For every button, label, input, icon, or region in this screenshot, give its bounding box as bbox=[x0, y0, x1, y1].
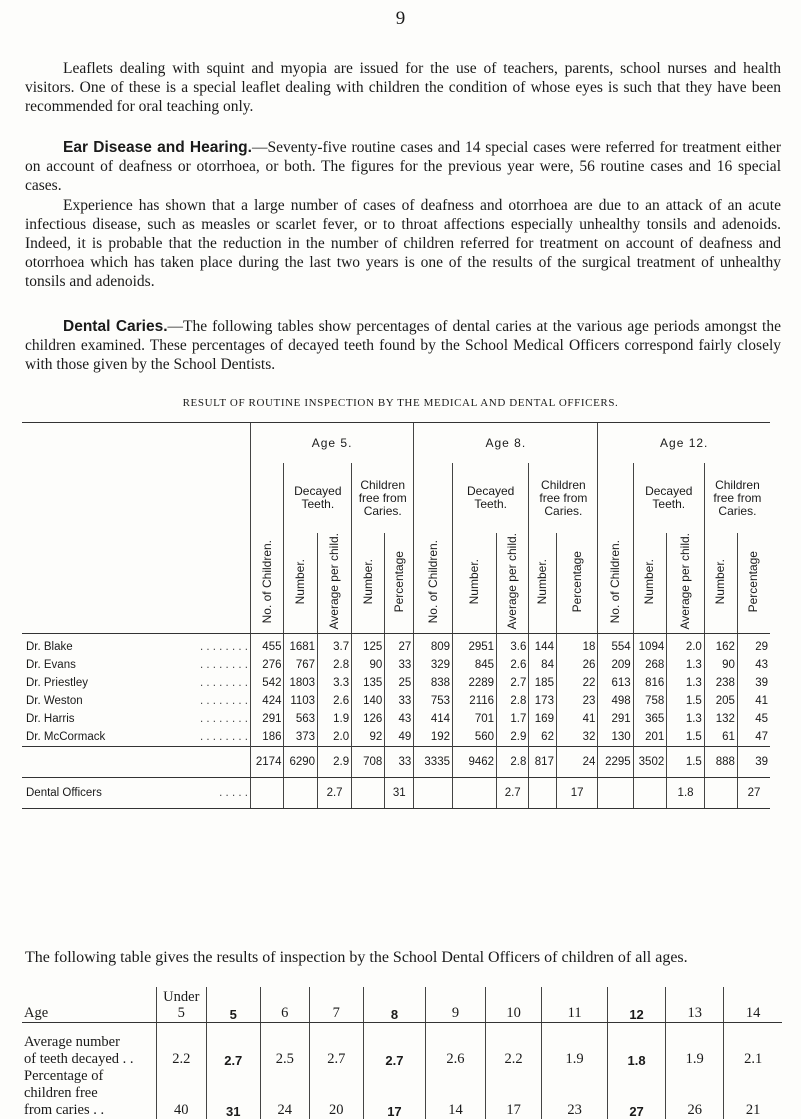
table-row bbox=[22, 633, 770, 656]
dental-officers-label bbox=[22, 777, 250, 808]
heading-dental-caries: Dental Caries. bbox=[63, 318, 168, 335]
col-percentage: Percentage bbox=[746, 550, 761, 612]
dental-caries-text: —The following tables show percentages of dental caries at the various age periods amongst the children examined. These percentages of decayed teeth found by the School Medical Officers correspond fairly closely with those given by the School Dentists. bbox=[25, 318, 781, 373]
value-cell: 613 bbox=[598, 674, 633, 692]
row1-value-cell: 1.9 bbox=[666, 1023, 724, 1069]
age-column-header bbox=[542, 987, 608, 1023]
dental-value-cell bbox=[352, 777, 385, 808]
age5-decayed-teeth: Decayed Teeth. bbox=[284, 463, 352, 533]
row2-value-cell: 23 bbox=[542, 1068, 608, 1119]
value-cell: 2951 bbox=[453, 633, 497, 656]
total-cell: 817 bbox=[529, 746, 557, 777]
value-cell: 1803 bbox=[284, 674, 318, 692]
age-column-header bbox=[607, 987, 665, 1023]
dental-officers-table bbox=[22, 987, 782, 1119]
age8-decayed-teeth: Decayed Teeth. bbox=[453, 463, 529, 533]
value-cell: 39 bbox=[737, 674, 770, 692]
total-cell: 2.9 bbox=[318, 746, 352, 777]
row1-value-cell: 2.2 bbox=[157, 1023, 207, 1069]
value-cell: 560 bbox=[453, 728, 497, 747]
value-cell: 701 bbox=[453, 710, 497, 728]
age12-decayed-teeth: Decayed Teeth. bbox=[633, 463, 704, 533]
row2-value-cell: 40 bbox=[157, 1068, 207, 1119]
age-value: 13 bbox=[687, 1005, 702, 1021]
table1-caption: RESULT OF ROUTINE INSPECTION BY THE MEDICAL AND DENTAL OFFICERS. bbox=[182, 397, 619, 409]
value-cell: 29 bbox=[737, 633, 770, 656]
age-column-header bbox=[309, 987, 363, 1023]
leader-dots: . . . . . . . . bbox=[200, 730, 248, 743]
leader-dots: . . . . . . . . bbox=[200, 712, 248, 725]
row2-value-cell: 20 bbox=[309, 1068, 363, 1119]
row1-value-cell: 2.5 bbox=[260, 1023, 309, 1069]
value-cell: 845 bbox=[453, 656, 497, 674]
age-column-header bbox=[157, 987, 207, 1023]
value-cell: 563 bbox=[284, 710, 318, 728]
age-column-header bbox=[425, 987, 485, 1023]
value-cell: 1.3 bbox=[667, 674, 705, 692]
leader-dots: . . . . . . . . bbox=[200, 658, 248, 671]
age-column-header bbox=[260, 987, 309, 1023]
value-cell: 43 bbox=[737, 656, 770, 674]
value-cell: 205 bbox=[704, 692, 737, 710]
value-cell: 41 bbox=[737, 692, 770, 710]
value-cell: 201 bbox=[633, 728, 667, 747]
value-cell: 126 bbox=[352, 710, 385, 728]
value-cell: 1681 bbox=[284, 633, 318, 656]
age-value: 6 bbox=[281, 1005, 289, 1021]
age-value: 7 bbox=[332, 1005, 340, 1021]
leader-dots: . . . . . . . . bbox=[200, 640, 248, 653]
total-cell: 2.8 bbox=[497, 746, 529, 777]
value-cell: 2289 bbox=[453, 674, 497, 692]
officer-name bbox=[22, 710, 250, 728]
total-cell: 3335 bbox=[414, 746, 453, 777]
row-percentage-free-label bbox=[22, 1068, 157, 1119]
total-cell: 3502 bbox=[633, 746, 667, 777]
total-cell: 2174 bbox=[250, 746, 284, 777]
row1-value-cell: 2.2 bbox=[485, 1023, 541, 1069]
value-cell: 32 bbox=[556, 728, 597, 747]
col-average: Average per child. bbox=[327, 533, 342, 630]
total-cell: 6290 bbox=[284, 746, 318, 777]
age-value: 10 bbox=[506, 1005, 521, 1021]
value-cell: 140 bbox=[352, 692, 385, 710]
value-cell: 2.8 bbox=[497, 692, 529, 710]
value-cell: 2.7 bbox=[497, 674, 529, 692]
dental-value-cell bbox=[453, 777, 497, 808]
value-cell: 767 bbox=[284, 656, 318, 674]
officer-name bbox=[22, 692, 250, 710]
value-cell: 47 bbox=[737, 728, 770, 747]
age-value: 5 bbox=[229, 1007, 237, 1022]
dental-label-text: Dental Officers bbox=[26, 786, 102, 799]
age-value: 12 bbox=[629, 1007, 644, 1022]
officer-name bbox=[22, 728, 250, 747]
row2-value-cell: 27 bbox=[607, 1068, 665, 1119]
dental-value-cell bbox=[250, 777, 284, 808]
dental-value-cell: 2.7 bbox=[497, 777, 529, 808]
dental-value-cell: 17 bbox=[556, 777, 597, 808]
value-cell: 809 bbox=[414, 633, 453, 656]
dental-value-cell bbox=[704, 777, 737, 808]
officer-name bbox=[22, 633, 250, 656]
value-cell: 173 bbox=[529, 692, 557, 710]
row1-value-cell: 2.7 bbox=[363, 1023, 425, 1069]
value-cell: 130 bbox=[598, 728, 633, 747]
total-cell: 708 bbox=[352, 746, 385, 777]
routine-inspection-table bbox=[22, 422, 770, 809]
value-cell: 542 bbox=[250, 674, 284, 692]
value-cell: 2.0 bbox=[667, 633, 705, 656]
row2-value-cell: 26 bbox=[666, 1068, 724, 1119]
value-cell: 22 bbox=[556, 674, 597, 692]
value-cell: 838 bbox=[414, 674, 453, 692]
row1-value-cell: 1.8 bbox=[607, 1023, 665, 1069]
age12-children-free: Children free from Caries. bbox=[704, 463, 770, 533]
dental-value-cell: 2.7 bbox=[318, 777, 352, 808]
value-cell: 33 bbox=[385, 692, 414, 710]
row2-value-cell: 31 bbox=[206, 1068, 260, 1119]
total-cell: 39 bbox=[737, 746, 770, 777]
value-cell: 414 bbox=[414, 710, 453, 728]
totals-label bbox=[22, 746, 250, 777]
value-cell: 186 bbox=[250, 728, 284, 747]
row-average-decayed-label bbox=[22, 1023, 157, 1069]
totals-row bbox=[22, 746, 770, 777]
officer-name-text: Dr. Blake bbox=[26, 640, 73, 653]
value-cell: 3.6 bbox=[497, 633, 529, 656]
age-8-header: Age 8. bbox=[414, 423, 598, 464]
value-cell: 23 bbox=[556, 692, 597, 710]
age-column-header bbox=[485, 987, 541, 1023]
value-cell: 90 bbox=[352, 656, 385, 674]
age-column-header bbox=[206, 987, 260, 1023]
dental-value-cell bbox=[414, 777, 453, 808]
officer-name-text: Dr. Evans bbox=[26, 658, 76, 671]
row2-value-cell: 17 bbox=[363, 1068, 425, 1119]
row2-label-c: from caries . . bbox=[24, 1102, 105, 1118]
value-cell: 1.5 bbox=[667, 728, 705, 747]
value-cell: 18 bbox=[556, 633, 597, 656]
age-5-header: Age 5. bbox=[250, 423, 413, 464]
dental-value-cell: 31 bbox=[385, 777, 414, 808]
value-cell: 3.7 bbox=[318, 633, 352, 656]
row1-value-cell: 2.7 bbox=[206, 1023, 260, 1069]
value-cell: 2.0 bbox=[318, 728, 352, 747]
value-cell: 192 bbox=[414, 728, 453, 747]
table-row bbox=[22, 656, 770, 674]
row2-label-b: children free bbox=[24, 1085, 98, 1101]
officer-name bbox=[22, 674, 250, 692]
age-value: 11 bbox=[567, 1005, 582, 1021]
col-children: No. of Children. bbox=[425, 539, 440, 623]
total-cell: 2295 bbox=[598, 746, 633, 777]
col-children: No. of Children. bbox=[608, 539, 623, 623]
dental-value-cell: 27 bbox=[737, 777, 770, 808]
leader-dots: . . . . . . . . bbox=[200, 676, 248, 689]
value-cell: 268 bbox=[633, 656, 667, 674]
table-row bbox=[22, 692, 770, 710]
value-cell: 365 bbox=[633, 710, 667, 728]
age-column-header bbox=[363, 987, 425, 1023]
value-cell: 1.3 bbox=[667, 656, 705, 674]
paragraph-ear-disease bbox=[25, 138, 781, 195]
age-12-header: Age 12. bbox=[598, 423, 770, 464]
table-row bbox=[22, 710, 770, 728]
row2-value-cell: 17 bbox=[485, 1068, 541, 1119]
dental-value-cell bbox=[284, 777, 318, 808]
age-value: 5 bbox=[177, 1005, 185, 1021]
total-cell: 33 bbox=[385, 746, 414, 777]
col-percentage: Percentage bbox=[569, 550, 584, 612]
value-cell: 816 bbox=[633, 674, 667, 692]
age8-children-free: Children free from Caries. bbox=[529, 463, 598, 533]
col-number: Number. bbox=[713, 558, 728, 604]
table-row bbox=[22, 674, 770, 692]
age5-children-free: Children free from Caries. bbox=[352, 463, 414, 533]
col-average: Average per child. bbox=[505, 533, 520, 630]
row1-label-b: of teeth decayed . . bbox=[24, 1051, 134, 1067]
value-cell: 329 bbox=[414, 656, 453, 674]
value-cell: 27 bbox=[385, 633, 414, 656]
row2-value-cell: 14 bbox=[425, 1068, 485, 1119]
dental-value-cell bbox=[598, 777, 633, 808]
value-cell: 554 bbox=[598, 633, 633, 656]
value-cell: 2.6 bbox=[497, 656, 529, 674]
dental-value-cell: 1.8 bbox=[667, 777, 705, 808]
paragraph-leaflets: Leaflets dealing with squint and myopia are issued for the use of teachers, parents, school nurses and health visitors. One of these is a special leaflet dealing with children the condition of whose eyes is such that they have been recommended for oral teaching only. bbox=[25, 60, 781, 115]
value-cell: 62 bbox=[529, 728, 557, 747]
value-cell: 753 bbox=[414, 692, 453, 710]
col-number: Number. bbox=[360, 558, 375, 604]
value-cell: 26 bbox=[556, 656, 597, 674]
value-cell: 49 bbox=[385, 728, 414, 747]
age-value: 14 bbox=[745, 1005, 761, 1021]
value-cell: 1.9 bbox=[318, 710, 352, 728]
value-cell: 373 bbox=[284, 728, 318, 747]
age-column-header bbox=[724, 987, 782, 1023]
value-cell: 1094 bbox=[633, 633, 667, 656]
paragraph-dental-caries bbox=[25, 317, 781, 374]
officer-name bbox=[22, 656, 250, 674]
officer-name-text: Dr. Weston bbox=[26, 694, 83, 707]
value-cell: 498 bbox=[598, 692, 633, 710]
value-cell: 41 bbox=[556, 710, 597, 728]
col-children: No. of Children. bbox=[259, 539, 274, 623]
value-cell: 3.3 bbox=[318, 674, 352, 692]
value-cell: 43 bbox=[385, 710, 414, 728]
age-column-header bbox=[666, 987, 724, 1023]
value-cell: 2.9 bbox=[497, 728, 529, 747]
col-number: Number. bbox=[642, 558, 657, 604]
row2-value-cell: 24 bbox=[260, 1068, 309, 1119]
heading-ear-disease: Ear Disease and Hearing. bbox=[63, 139, 252, 156]
paragraph-experience: Experience has shown that a large number of cases of deafness and otorrhoea are due to an attack of an acute infectious disease, such as measles or scarlet fever, or to throat affections especially unhealthy tonsils and adenoids. Indeed, it is probable that the reduction in the number of children referred for treatment on account of deafness and otorrhoea which has taken place during the last two years is one of the results of the surgical treatment of unhealthy tonsils and adenoids. bbox=[25, 197, 781, 290]
row1-label-a: Average number bbox=[24, 1034, 120, 1050]
col-number: Number. bbox=[467, 558, 482, 604]
leader-dots: . . . . . . . . bbox=[200, 694, 248, 707]
value-cell: 90 bbox=[704, 656, 737, 674]
col-average: Average per child. bbox=[678, 533, 693, 630]
col-number: Number. bbox=[535, 558, 550, 604]
value-cell: 2.8 bbox=[318, 656, 352, 674]
leader-dots: . . . . . bbox=[219, 786, 248, 799]
value-cell: 1.5 bbox=[667, 692, 705, 710]
row2-label-a: Percentage of bbox=[24, 1068, 104, 1084]
officer-name-text: Dr. Harris bbox=[26, 712, 75, 725]
value-cell: 1.3 bbox=[667, 710, 705, 728]
value-cell: 132 bbox=[704, 710, 737, 728]
value-cell: 45 bbox=[737, 710, 770, 728]
row1-value-cell: 2.1 bbox=[724, 1023, 782, 1069]
row2-value-cell: 21 bbox=[724, 1068, 782, 1119]
value-cell: 144 bbox=[529, 633, 557, 656]
value-cell: 169 bbox=[529, 710, 557, 728]
value-cell: 2.6 bbox=[318, 692, 352, 710]
value-cell: 291 bbox=[598, 710, 633, 728]
value-cell: 125 bbox=[352, 633, 385, 656]
value-cell: 276 bbox=[250, 656, 284, 674]
total-cell: 24 bbox=[556, 746, 597, 777]
dental-value-cell bbox=[529, 777, 557, 808]
age-value: 9 bbox=[451, 1005, 460, 1021]
officer-name-text: Dr. McCormack bbox=[26, 730, 106, 743]
table-row bbox=[22, 728, 770, 747]
under-label: Under bbox=[163, 989, 200, 1005]
value-cell: 25 bbox=[385, 674, 414, 692]
value-cell: 61 bbox=[704, 728, 737, 747]
value-cell: 455 bbox=[250, 633, 284, 656]
dental-officers-row bbox=[22, 777, 770, 808]
value-cell: 2116 bbox=[453, 692, 497, 710]
value-cell: 33 bbox=[385, 656, 414, 674]
value-cell: 92 bbox=[352, 728, 385, 747]
col-number: Number. bbox=[293, 558, 308, 604]
row1-value-cell: 2.6 bbox=[425, 1023, 485, 1069]
value-cell: 162 bbox=[704, 633, 737, 656]
ear-disease-text: —Seventy-five routine cases and 14 special cases were referred for treatment either on account of deafness or otorrhoea, or both. The figures for the previous year were, 56 routine cases and 16 special cases. bbox=[25, 139, 782, 194]
age-label: Age bbox=[22, 987, 157, 1023]
table2-intro: The following table gives the results of inspection by the School Dental Officers of children of all ages. bbox=[25, 949, 688, 966]
total-cell: 1.5 bbox=[667, 746, 705, 777]
officer-name-text: Dr. Priestley bbox=[26, 676, 88, 689]
col-percentage: Percentage bbox=[391, 550, 406, 612]
row1-value-cell: 1.9 bbox=[542, 1023, 608, 1069]
dental-value-cell bbox=[633, 777, 667, 808]
row1-value-cell: 2.7 bbox=[309, 1023, 363, 1069]
value-cell: 1.7 bbox=[497, 710, 529, 728]
value-cell: 185 bbox=[529, 674, 557, 692]
value-cell: 238 bbox=[704, 674, 737, 692]
total-cell: 888 bbox=[704, 746, 737, 777]
page-number: 9 bbox=[395, 8, 406, 29]
value-cell: 135 bbox=[352, 674, 385, 692]
value-cell: 1103 bbox=[284, 692, 318, 710]
value-cell: 209 bbox=[598, 656, 633, 674]
value-cell: 424 bbox=[250, 692, 284, 710]
age-value: 8 bbox=[390, 1007, 399, 1022]
total-cell: 9462 bbox=[453, 746, 497, 777]
value-cell: 291 bbox=[250, 710, 284, 728]
value-cell: 758 bbox=[633, 692, 667, 710]
value-cell: 84 bbox=[529, 656, 557, 674]
